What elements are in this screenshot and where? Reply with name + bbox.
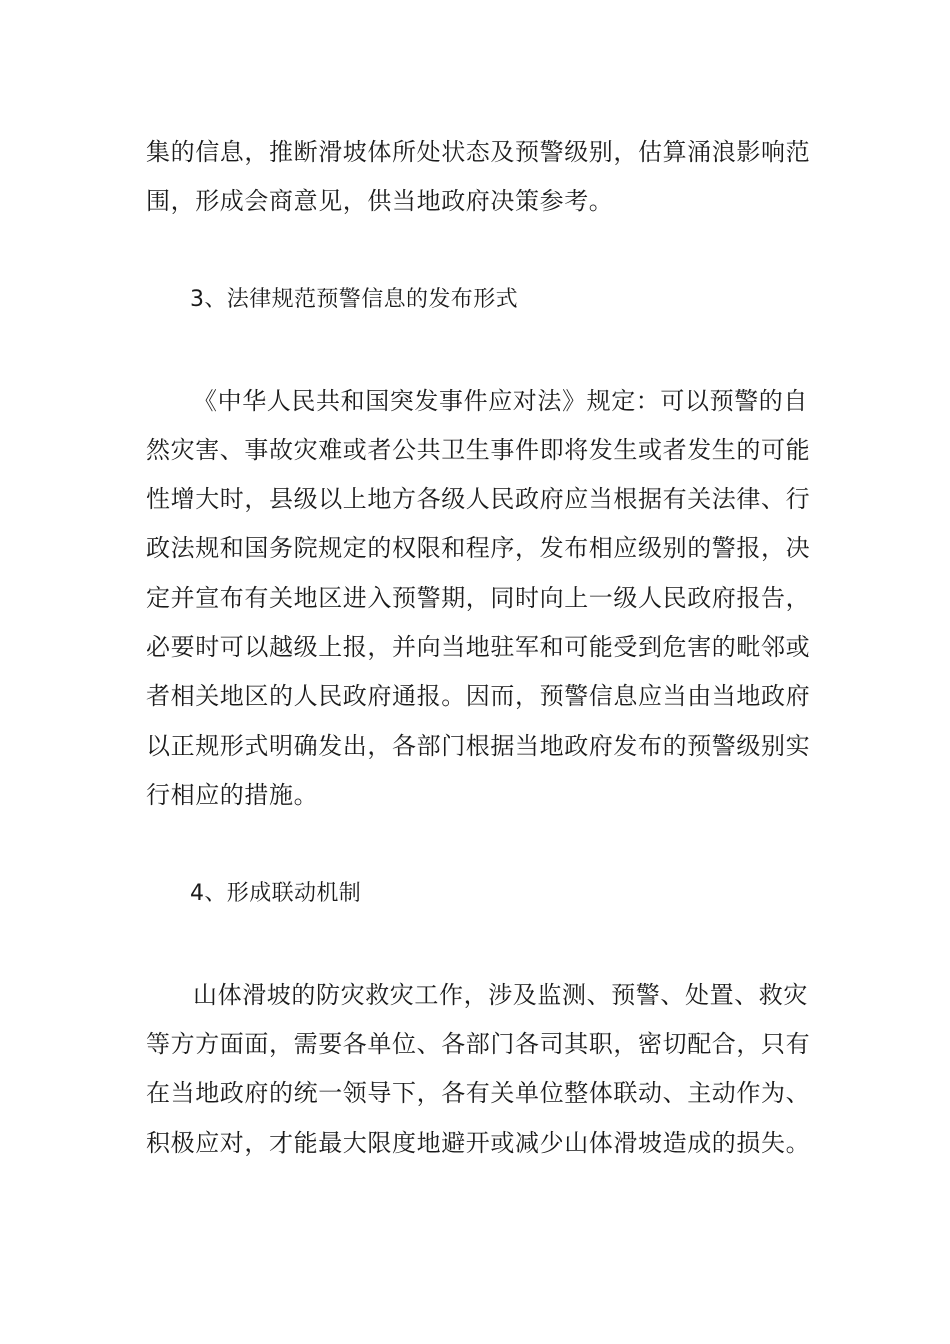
paragraph-2-line-3: 性增大时，县级以上地方各级人民政府应当根据有关法律、行 bbox=[146, 485, 811, 513]
paragraph-3-line-3: 在当地政府的统一领导下，各有关单位整体联动、主动作为、 bbox=[146, 1079, 811, 1107]
section-heading-3: 3、法律规范预警信息的发布形式 bbox=[190, 287, 518, 312]
paragraph-2-line-5: 定并宣布有关地区进入预警期，同时向上一级人民政府报告， bbox=[146, 584, 811, 612]
section-heading-4: 4、形成联动机制 bbox=[190, 881, 362, 906]
paragraph-2-line-4: 政法规和国务院规定的权限和程序，发布相应级别的警报，决 bbox=[146, 534, 811, 562]
paragraph-3-line-2: 等方方面面，需要各单位、各部门各司其职，密切配合，只有 bbox=[146, 1030, 811, 1058]
paragraph-3-line-1: 山体滑坡的防灾救灾工作，涉及监测、预警、处置、救灾 bbox=[193, 981, 808, 1009]
paragraph-3-line-4: 积极应对，才能最大限度地避开或减少山体滑坡造成的损失。 bbox=[146, 1129, 811, 1157]
paragraph-1-line-2: 围，形成会商意见，供当地政府决策参考。 bbox=[146, 187, 614, 215]
paragraph-2-line-9: 行相应的措施。 bbox=[146, 781, 319, 809]
paragraph-2-line-6: 必要时可以越级上报，并向当地驻军和可能受到危害的毗邻或 bbox=[146, 633, 811, 661]
paragraph-2-line-2: 然灾害、事故灾难或者公共卫生事件即将发生或者发生的可能 bbox=[146, 436, 811, 464]
paragraph-2-line-1: 《中华人民共和国突发事件应对法》规定：可以预警的自 bbox=[193, 387, 808, 415]
paragraph-1-line-1: 集的信息，推断滑坡体所处状态及预警级别，估算涌浪影响范 bbox=[146, 138, 811, 166]
paragraph-2-line-8: 以正规形式明确发出，各部门根据当地政府发布的预警级别实 bbox=[146, 732, 811, 760]
paragraph-2-line-7: 者相关地区的人民政府通报。因而，预警信息应当由当地政府 bbox=[146, 682, 811, 710]
